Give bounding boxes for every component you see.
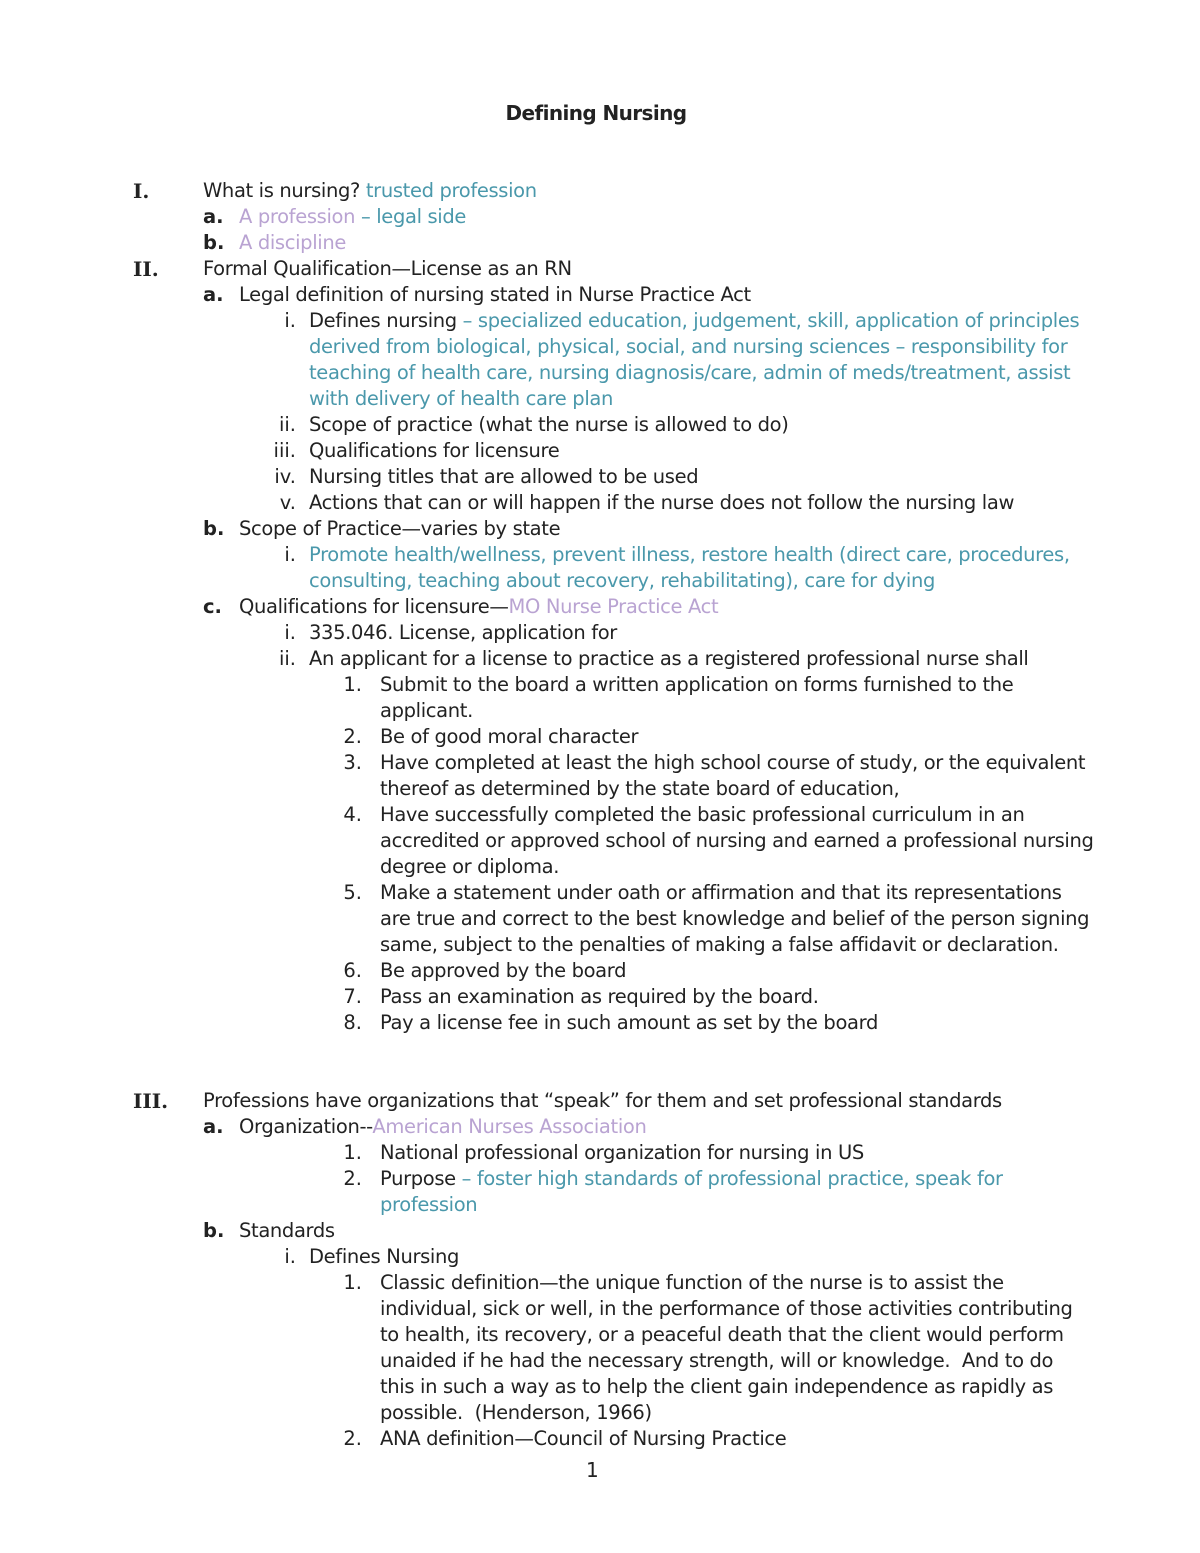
list-item: Have completed at least the high school course of study, or the equivalent — [380, 751, 1086, 774]
list-item-continuation: this in such a way as to help the client gain independence as rapidly as — [380, 1375, 1054, 1398]
list-item — [309, 308, 1079, 334]
section-heading — [203, 178, 537, 204]
list-item-continuation: profession — [380, 1193, 478, 1216]
list-item: Pay a license fee in such amount as set by the board — [380, 1011, 878, 1034]
item-number: 8. — [343, 1011, 362, 1034]
list-item: 335.046. License, application for — [309, 621, 617, 644]
section-heading: Formal Qualification—License as an RN — [203, 257, 572, 280]
item-text: Purpose — [380, 1167, 456, 1190]
note-text: trusted profession — [365, 179, 537, 202]
item-number: 3. — [343, 751, 362, 774]
item-text: Qualifications for licensure— — [239, 595, 509, 618]
list-item: Defines Nursing — [309, 1245, 460, 1268]
list-item-continuation: degree or diploma. — [380, 855, 560, 878]
item-number: 7. — [343, 985, 362, 1008]
list-item-continuation: with delivery of health care plan — [309, 387, 614, 410]
note-text: American Nurses Association — [372, 1115, 647, 1138]
list-item: Actions that can or will happen if the nurse does not follow the nursing law — [309, 491, 1015, 514]
item-marker: a. — [203, 205, 224, 228]
list-item: Have successfully completed the basic professional curriculum in an — [380, 803, 1025, 826]
item-text: Organization-- — [239, 1115, 373, 1138]
list-item: Classic definition—the unique function of the nurse is to assist the — [380, 1271, 1004, 1294]
item-number: 1. — [343, 1271, 362, 1294]
list-item: Be of good moral character — [380, 725, 639, 748]
item-marker: ii. — [278, 647, 296, 670]
item-number: 2. — [343, 1427, 362, 1450]
list-item — [239, 594, 718, 620]
list-item: An applicant for a license to practice as a registered professional nurse shall — [309, 647, 1029, 670]
note-text: – specialized education, judgement, skill, application of principles — [462, 309, 1080, 332]
item-marker: a. — [203, 283, 224, 306]
section-marker: I. — [133, 179, 150, 203]
item-marker: i. — [284, 1245, 296, 1268]
list-item — [380, 1166, 1003, 1192]
list-item: ANA definition—Council of Nursing Practice — [380, 1427, 787, 1450]
list-item-continuation: consulting, teaching about recovery, rehabilitating), care for dying — [309, 569, 936, 592]
list-item: Make a statement under oath or affirmation and that its representations — [380, 881, 1062, 904]
list-item: Be approved by the board — [380, 959, 627, 982]
list-item-continuation: derived from biological, physical, social, and nursing sciences – responsibility for — [309, 335, 1068, 358]
list-item: Pass an examination as required by the board. — [380, 985, 819, 1008]
list-item: Standards — [239, 1219, 335, 1242]
item-marker: iv. — [274, 465, 296, 488]
item-marker: v. — [279, 491, 296, 514]
list-item: Scope of practice (what the nurse is allowed to do) — [309, 413, 789, 436]
item-marker: i. — [284, 309, 296, 332]
list-item: Nursing titles that are allowed to be used — [309, 465, 699, 488]
item-number: 4. — [343, 803, 362, 826]
item-number: 1. — [343, 673, 362, 696]
item-marker: b. — [203, 1219, 225, 1242]
item-marker: i. — [284, 543, 296, 566]
item-marker: ii. — [278, 413, 296, 436]
list-item-continuation: thereof as determined by the state board of education, — [380, 777, 900, 800]
list-item-continuation: are true and correct to the best knowledge and belief of the person signing — [380, 907, 1090, 930]
section-marker: II. — [133, 257, 159, 281]
list-item-continuation: possible. (Henderson, 1966) — [380, 1401, 652, 1424]
list-item-continuation: accredited or approved school of nursing and earned a professional nursing — [380, 829, 1094, 852]
section-marker: III. — [133, 1089, 169, 1113]
list-item: A discipline — [239, 231, 347, 254]
item-marker: i. — [284, 621, 296, 644]
item-number: 5. — [343, 881, 362, 904]
item-marker: b. — [203, 517, 225, 540]
note-text: A profession — [239, 205, 356, 228]
list-item: National professional organization for nursing in US — [380, 1141, 864, 1164]
page-number: 1 — [586, 1458, 599, 1482]
list-item: Qualifications for licensure — [309, 439, 560, 462]
note-text: – legal side — [360, 205, 467, 228]
item-marker: c. — [203, 595, 222, 618]
note-text: – foster high standards of professional practice, speak for — [461, 1167, 1003, 1190]
heading-text: What is nursing? — [203, 179, 361, 202]
list-item-continuation: unaided if he had the necessary strength, will or knowledge. And to do — [380, 1349, 1054, 1372]
note-text: MO Nurse Practice Act — [508, 595, 719, 618]
item-number: 2. — [343, 1167, 362, 1190]
list-item-continuation: to health, its recovery, or a peaceful death that the client would perform — [380, 1323, 1064, 1346]
list-item: Submit to the board a written application on forms furnished to the — [380, 673, 1014, 696]
list-item — [239, 204, 466, 230]
item-number: 1. — [343, 1141, 362, 1164]
section-heading: Professions have organizations that “speak” for them and set professional standards — [203, 1089, 1002, 1112]
item-marker: iii. — [273, 439, 296, 462]
list-item: Scope of Practice—varies by state — [239, 517, 561, 540]
list-item: Promote health/wellness, prevent illness, restore health (direct care, procedures, — [309, 543, 1070, 566]
list-item-continuation: applicant. — [380, 699, 473, 722]
item-marker: b. — [203, 231, 225, 254]
list-item — [239, 1114, 646, 1140]
list-item-continuation: teaching of health care, nursing diagnosis/care, admin of meds/treatment, assist — [309, 361, 1071, 384]
item-number: 2. — [343, 725, 362, 748]
item-marker: a. — [203, 1115, 224, 1138]
item-number: 6. — [343, 959, 362, 982]
list-item-continuation: same, subject to the penalties of making a false affidavit or declaration. — [380, 933, 1059, 956]
list-item: Legal definition of nursing stated in Nurse Practice Act — [239, 283, 751, 306]
item-text: Defines nursing — [309, 309, 457, 332]
page-title: Defining Nursing — [505, 101, 687, 125]
list-item-continuation: individual, sick or well, in the performance of those activities contributing — [380, 1297, 1073, 1320]
